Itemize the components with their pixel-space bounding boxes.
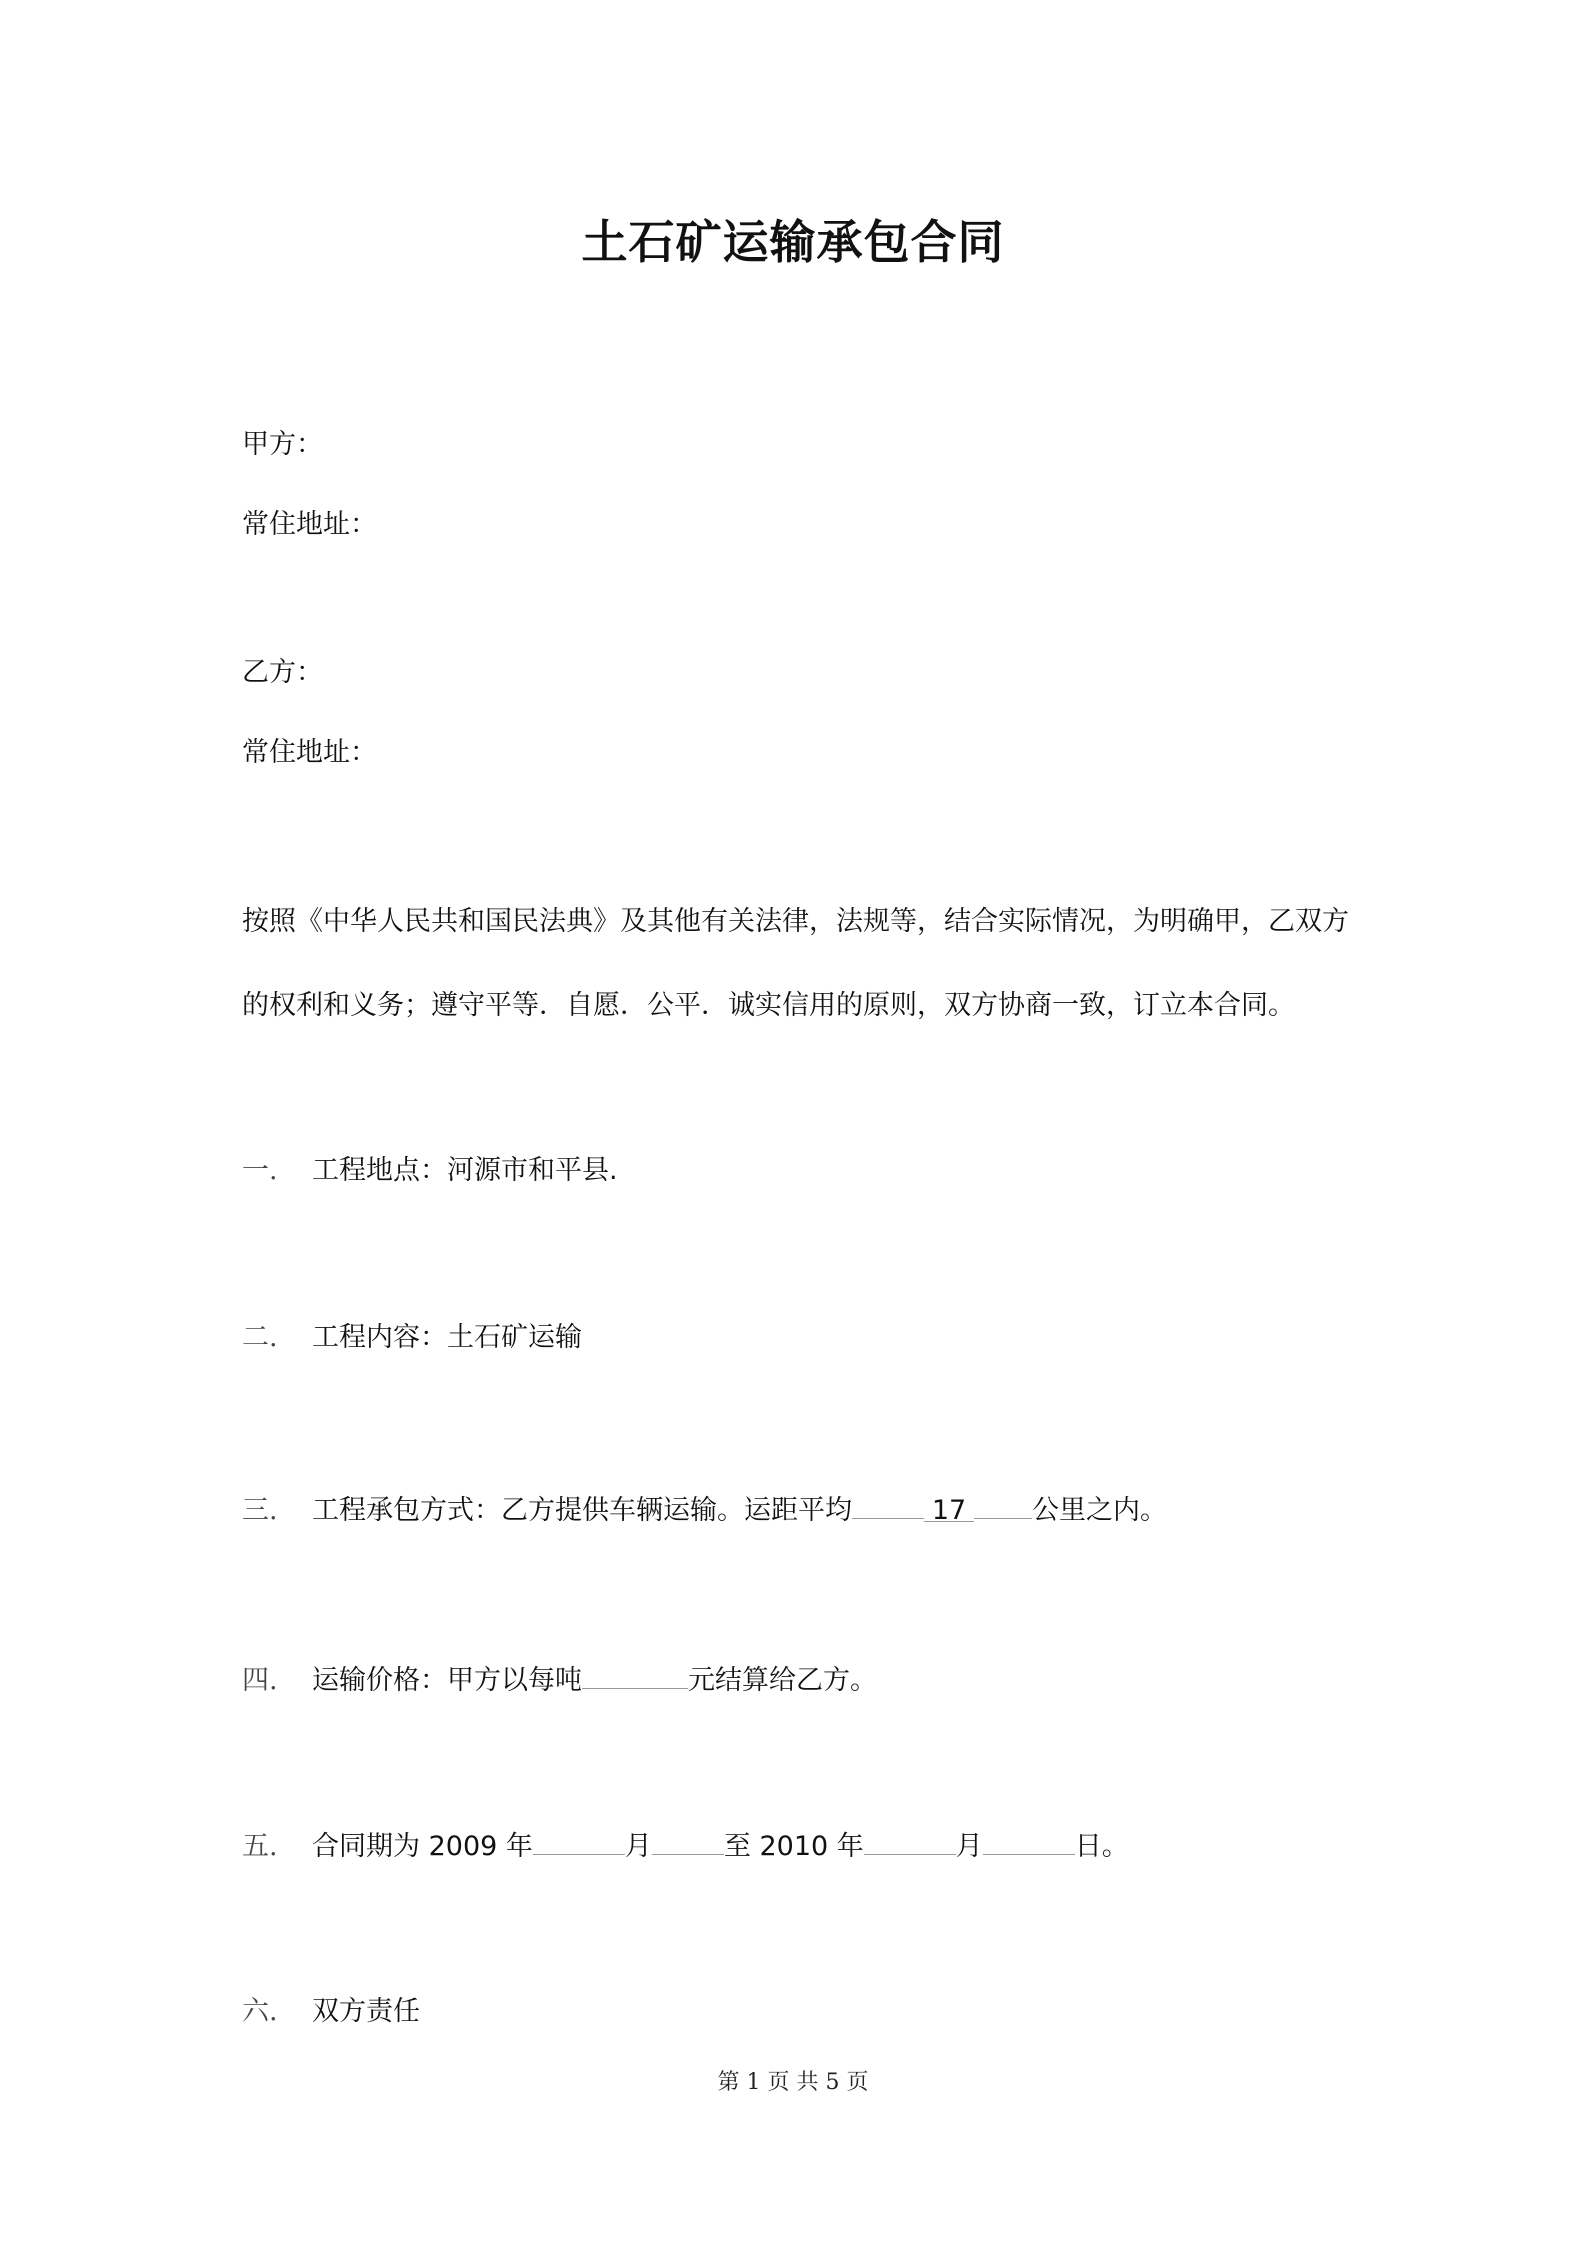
preamble-line-2: 的权利和义务；遵守平等．自愿．公平．诚实信用的原则，双方协商一致，订立本合同。 (242, 990, 1295, 1021)
day-label: 日。 (1074, 1831, 1129, 1862)
clause-number: 五. (242, 1831, 278, 1862)
clause-number: 四. (242, 1665, 278, 1696)
month-label: 月 (624, 1831, 652, 1862)
clause-number: 六. (242, 1996, 278, 2027)
clause-text: 合同期为 2009 年 (312, 1831, 533, 1862)
clause-text: 工程承包方式：乙方提供车辆运输。运距平均 (312, 1495, 852, 1526)
blank-line (974, 1490, 1032, 1519)
clause-text-after: 元结算给乙方。 (688, 1665, 877, 1696)
clause-number: 三. (242, 1495, 278, 1526)
clause-4 (242, 1660, 877, 1701)
clause-number: 二. (242, 1322, 278, 1353)
month-blank (864, 1826, 956, 1855)
clause-text: 工程地点：河源市和平县. (312, 1155, 618, 1186)
day-blank (983, 1826, 1075, 1855)
month-blank (533, 1826, 625, 1855)
end-year-label: 至 2010 年 (723, 1831, 864, 1862)
clause-3 (242, 1490, 1167, 1531)
preamble-paragraph (242, 880, 1352, 1048)
month-label: 月 (955, 1831, 983, 1862)
party-a-address-label: 常住地址： (242, 509, 377, 540)
party-b-address-label: 常住地址： (242, 737, 377, 768)
clause-text: 双方责任 (312, 1996, 420, 2027)
party-a-label: 甲方： (242, 429, 323, 460)
day-blank (652, 1826, 724, 1855)
preamble-line-1: 按照《中华人民共和国民法典》及其他有关法律，法规等，结合实际情况，为明确甲，乙双方 (242, 906, 1349, 937)
clause-number: 一. (242, 1155, 278, 1186)
clause-2 (242, 1318, 582, 1358)
clause-6 (242, 1992, 420, 2032)
clause-text-after: 公里之内。 (1032, 1495, 1167, 1526)
blank-line (852, 1490, 924, 1519)
party-b-label: 乙方： (242, 657, 323, 688)
clause-text: 运输价格：甲方以每吨 (312, 1665, 582, 1696)
page-footer: 第 1 页 共 5 页 (717, 2070, 869, 2095)
distance-value: 17 (924, 1491, 974, 1522)
price-blank (582, 1660, 688, 1689)
clause-text: 工程内容：土石矿运输 (312, 1322, 582, 1353)
clause-1 (242, 1151, 618, 1191)
clause-5 (242, 1826, 1129, 1867)
document-title: 土石矿运输承包合同 (581, 215, 1005, 269)
